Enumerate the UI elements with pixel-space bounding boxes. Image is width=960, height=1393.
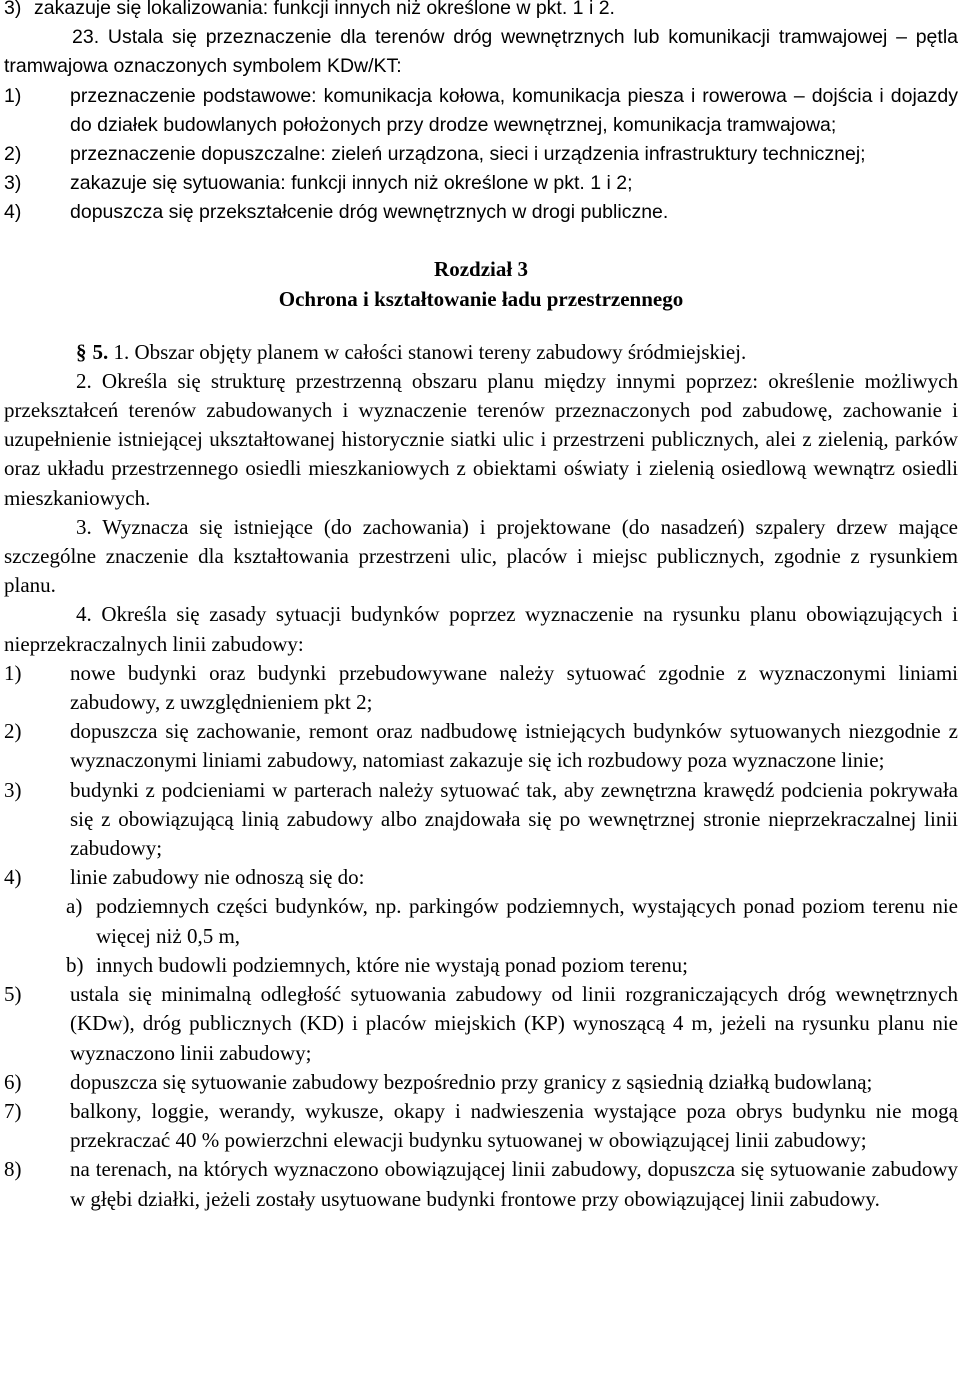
paragraph-number: 3. [76,514,92,539]
list-item [4,980,958,1068]
item-number: 3) [4,0,22,19]
subitem-letter: b) [66,952,84,977]
item-number: 7) [4,1098,22,1123]
item-number: 1) [4,84,22,107]
item-text: nowe budynki oraz budynki przebudowywane należy sytuować zgodnie z wyznaczonymi liniami zabudowy, z uwzględnieniem pkt 2; [70,660,958,715]
item-text: ustala się minimalną odległość sytuowania zabudowy od linii rozgraniczających dróg wewnętrznych (KDw), dróg publicznych (KD) i placów miejskich (KP) wynoszącą 4 m, jeżeli na rysunku planu nie wyznaczono linii zabudowy; [70,982,958,1065]
item-text: na terenach, na których wyznaczono obowiązującej linii zabudowy, dopuszcza się sytuowanie zabudowy w głębi działki, jeżeli zostały usytuowane budynki frontowe przy obowiązującej linii zabudowy. [70,1157,958,1211]
item-text: dopuszcza się zachowanie, remont oraz nadbudowę istniejących budynków sytuowanych niezgodnie z wyznaczonymi liniami zabudowy, natomiast zakazuje się ich rozbudowy poza wyznaczone linie; [70,719,958,773]
item-number: 4) [4,201,22,224]
item-number: 2) [4,719,22,744]
list-item [4,82,958,140]
list-item [4,776,958,864]
item-number: 2) [4,143,22,166]
list-item [4,659,958,717]
paragraph-23 [4,23,958,81]
chapter-heading [4,254,958,314]
item-number: 4) [4,865,22,890]
item-number: 3) [4,777,22,802]
item-text: budynki z podcieniami w parterach należy sytuować tak, aby zewnętrzna krawędź podcienia pokrywała się z obowiązującą linią zabudowy albo znajdowała się po wewnętrznej stronie nieprzekraczalnej linii zabudowy; [70,777,958,861]
paragraph-text: Ustala się przeznaczenie dla terenów dróg wewnętrznych lub komunikacji tramwajowej – pętla tramwajowa oznaczonych symbolem KDw/KT: [4,26,959,78]
sub-list-item [4,892,958,950]
list-item [4,1155,958,1213]
item-text: przeznaczenie dopuszczalne: zieleń urządzona, sieci i urządzenia infrastruktury technicznej; [70,143,866,166]
item-text: zakazuje się sytuowania: funkcji innych niż określone w pkt. 1 i 2; [70,172,633,195]
paragraph-text: Wyznacza się istniejące (do zachowania) i projektowane (do nasadzeń) szpalery drzew mające szczególne znaczenie dla kształtowania przestrzeni ulic, placów i miejsc publicznych, zgodnie z rysunkiem planu. [4,514,959,598]
item-text: przeznaczenie podstawowe: komunikacja kołowa, komunikacja piesza i rowerowa – dojścia i dojazdy do działek budowlanych położonych przy drodze wewnętrznej, komunikacja tramwajowa; [70,84,958,136]
section-5 [4,338,958,1214]
list-item [4,1068,958,1097]
subitem-letter: a) [66,894,83,919]
paragraph-text: Określa się strukturę przestrzenną obszaru planu między innymi poprzez: określenie możliwych przekształceń terenów zabudowanych i wyznaczenie terenów przeznaczonych pod zabudowę, zachowanie i uzupełnienie istniejącej ukształtowanej historycznie siatki ulic i przestrzeni publicznych, alei z zielenią, parków oraz układu przestrzennego osiedli mieszkaniowych z obiektami oświaty i zielenią osiedlową wewnątrz osiedli mieszkaniowych. [4,368,958,510]
item-number: 3) [4,172,22,195]
section-5-paragraph-1 [4,338,958,367]
list-item [4,169,958,198]
document-page [4,0,958,1214]
item-text: linie zabudowy nie odnoszą się do: [70,865,365,890]
chapter-number: Rozdział 3 [434,256,528,281]
section-sign: § [76,339,87,364]
item-text: dopuszcza się sytuowanie zabudowy bezpośrednio przy granicy z sąsiednią działką budowlaną; [70,1069,873,1094]
item-text: dopuszcza się przekształcenie dróg wewnętrznych w drogi publiczne. [70,201,669,224]
paragraph-number: 4. [76,602,92,627]
section-5-paragraph-3 [4,513,958,601]
section-5-paragraph-4 [4,600,958,658]
list-item [4,0,958,23]
item-text: balkony, loggie, werandy, wykusze, okapy i nadwieszenia wystające poza obrys budynku nie mogą przekraczać 40 % powierzchni elewacji budynku sytuowanej w obowiązującej linii zabudowy; [70,1098,958,1153]
paragraph-number: 23. [72,26,100,49]
item-number: 1) [4,660,22,685]
section-number: 5. [92,339,109,364]
paragraph-number: 2. [76,368,92,393]
top-section [4,0,958,228]
list-item [4,1097,958,1155]
list-item [4,717,958,775]
chapter-title: Ochrona i kształtowanie ładu przestrzennego [278,286,684,311]
item-number: 8) [4,1157,22,1182]
sub-list-item [4,951,958,980]
paragraph-number: 1. [113,339,130,364]
subitem-text: innych budowli podziemnych, które nie wystają ponad poziom terenu; [96,952,688,977]
paragraph-text: Obszar objęty planem w całości stanowi tereny zabudowy śródmiejskiej. [134,339,747,364]
section-5-paragraph-2 [4,367,958,513]
item-text: zakazuje się lokalizowania: funkcji innych niż określone w pkt. 1 i 2. [34,0,615,19]
item-number: 5) [4,982,22,1007]
list-item [4,140,958,169]
subitem-text: podziemnych części budynków, np. parkingów podziemnych, wystających ponad poziom terenu nie więcej niż 0,5 m, [96,894,958,948]
item-number: 6) [4,1069,22,1094]
paragraph-text: Określa się zasady sytuacji budynków poprzez wyznaczenie na rysunku planu obowiązujących i nieprzekraczalnych linii zabudowy: [4,602,958,656]
list-item [4,863,958,892]
list-item [4,198,958,227]
